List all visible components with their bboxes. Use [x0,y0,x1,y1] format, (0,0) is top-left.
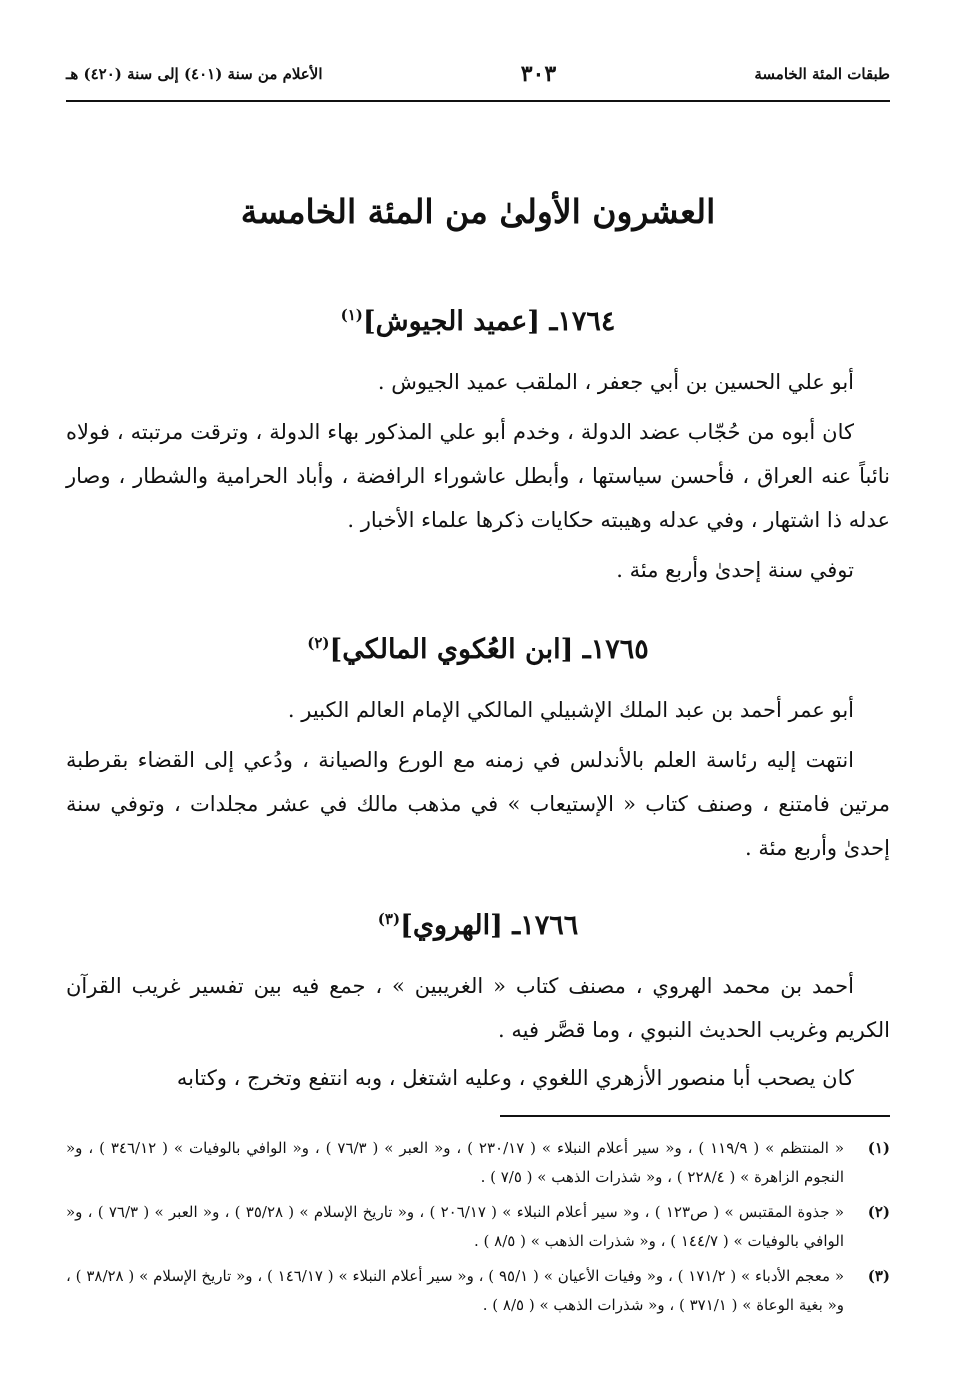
footnote-number: (١) [867,1139,890,1157]
footnote-2 [66,1198,890,1256]
entry-1766-biography: كان يصحب أبا منصور الأزهري اللغوي ، وعليه اشتغل ، وبه انتفع وتخرج ، وكتابه [176,1066,854,1090]
entry-1764-name-line: أبو علي الحسين بن أبي جعفر ، الملقب عميد الجيوش . [377,370,854,394]
running-header [66,58,890,90]
footnote-ref: (١) [340,306,363,324]
entry-1764-biography: كان أبوه من حُجّاب عضد الدولة ، وخدم أبو علي المذكور بهاء الدولة ، وترقت مرتبته ، فولاه نائباً عنه العراق ، فأحسن سياستها ، وأبطل عاشوراء الرافضة ، وأباد الحرامية والشطار ، وصار عدله ذا اشتهار ، وفي عدله وهيبته حكايات ذكرها علماء الأخبار . [66,420,890,532]
entry-title-1766 [66,910,890,941]
footnote-3 [66,1262,890,1320]
entry-title-text: ١٧٦٥ـ [ابن العُكوي المالكي] [329,634,649,665]
entry-1764-death: توفي سنة إحدىٰ وأربع مئة . [616,558,854,582]
entry-title-text: ١٧٦٤ـ [عميد الجيوش] [362,306,616,337]
header-year-range: الأعلام من سنة (٤٠١) إلى سنة (٤٢٠) هـ [66,65,323,83]
footnote-1 [66,1134,890,1192]
footnote-ref: (٢) [307,634,330,652]
section-title: العشرون الأولىٰ من المئة الخامسة [240,192,716,231]
entry-1766-name-line: أحمد بن محمد الهروي ، مصنف كتاب « الغريبين » ، جمع فيه بين تفسير غريب القرآن الكريم وغريب الحديث النبوي ، وما قصَّر فيه . [66,974,890,1042]
footnote-number: (٣) [867,1267,890,1285]
header-divider [66,100,890,102]
footnote-text: « المنتظم » ( ١١٩/٩ ) ، و« سير أعلام النبلاء » ( ٢٣٠/١٧ ) ، و« العبر » ( ٧٦/٣ ) ، و« الوافي بالوفيات » ( ٣٤٦/١٢ ) ، و« النجوم الزاهرة » ( ٢٢٨/٤ ) ، و« شذرات الذهب » ( ٧/٥ ) . [66,1139,845,1186]
entry-1765-name-line: أبو عمر أحمد بن عبد الملك الإشبيلي المالكي الإمام العالم الكبير . [287,698,854,722]
footnote-text: « جذوة المقتبس » ( ص١٢٣ ) ، و« سير أعلام النبلاء » ( ٢٠٦/١٧ ) ، و« تاريخ الإسلام » ( ٣٥/٢٨ ) ، و« العبر » ( ٧٦/٣ ) ، و« الوافي بالوفيات » ( ١٤٤/٧ ) ، و« شذرات الذهب » ( ٨/٥ ) . [66,1203,845,1250]
page-number: ٣٠٣ [520,61,557,87]
footnote-text: « معجم الأدباء » ( ١٧١/٢ ) ، و« وفيات الأعيان » ( ٩٥/١ ) ، و« سير أعلام النبلاء » ( ١٤٦/١٧ ) ، و« تاريخ الإسلام » ( ٣٨/٢٨ ) ، و« بغية الوعاة » ( ٣٧١/١ ) ، و« شذرات الذهب » ( ٨/٥ ) . [66,1267,844,1314]
footnote-number: (٢) [867,1203,890,1221]
entry-title-1765 [66,634,890,665]
entry-title-text: ١٧٦٦ـ [الهروي] [400,910,579,941]
entry-1765-biography: انتهت إليه رئاسة العلم بالأندلس في زمنه مع الورع والصيانة ، ودُعي إلى القضاء بقرطبة مرتين فامتنع ، وصنف كتاب « الإستيعاب » في مذهب مالك في عشر مجلدات ، وتوفي سنة إحدىٰ وأربع مئة . [66,748,890,860]
footnote-divider [500,1115,890,1117]
entry-title-1764 [66,306,890,337]
header-book-section: طبقات المئة الخامسة [754,65,890,83]
footnote-ref: (٣) [377,910,401,928]
